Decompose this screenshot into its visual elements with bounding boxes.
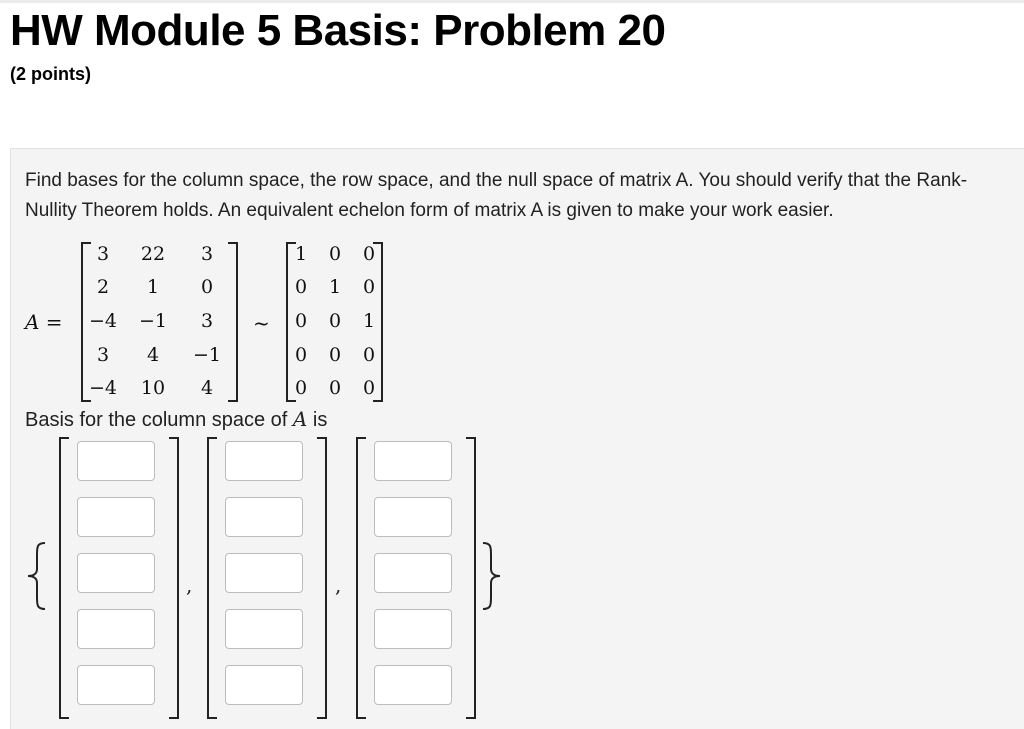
matrix-a-cell: 0 <box>200 276 214 298</box>
vector-3-entry-1-input[interactable] <box>374 441 452 481</box>
vector-2-entry-5-input[interactable] <box>225 665 303 705</box>
separator-1: , <box>186 573 193 597</box>
echelon-cell: 1 <box>362 310 376 332</box>
echelon-cell: 0 <box>328 344 342 366</box>
vector-3-entry-4-input[interactable] <box>374 609 452 649</box>
echelon-cell: 0 <box>328 377 342 399</box>
set-open-brace <box>25 541 49 611</box>
vector-3-left-bracket <box>356 437 366 719</box>
echelon-cell: 1 <box>328 276 342 298</box>
vector-1-entry-1-input[interactable] <box>77 441 155 481</box>
vector-2-right-bracket <box>317 437 327 719</box>
matrix-a-cell: 22 <box>140 243 166 265</box>
vector-3-right-bracket <box>466 437 476 719</box>
matrix-a-cell: 3 <box>200 310 214 332</box>
basis-label-var: A <box>292 407 308 431</box>
matrix-a-cell: −4 <box>88 310 117 332</box>
vector-1-entry-5-input[interactable] <box>77 665 155 705</box>
vector-2-left-bracket <box>207 437 217 719</box>
matrix-a-cell: −1 <box>138 310 167 332</box>
matrix-a-cell: 10 <box>140 377 166 399</box>
matrix-a-cell: 4 <box>146 344 160 366</box>
matrix-a-cell: 4 <box>200 377 214 399</box>
echelon-cell: 0 <box>328 310 342 332</box>
echelon-cell: 0 <box>294 344 308 366</box>
points-label: (2 points) <box>10 64 91 84</box>
problem-panel <box>10 148 1024 729</box>
vector-1-entry-4-input[interactable] <box>77 609 155 649</box>
vector-1-left-bracket <box>59 437 69 719</box>
vector-1-entry-2-input[interactable] <box>77 497 155 537</box>
matrix-a-cell: 3 <box>96 344 110 366</box>
problem-prompt: Find bases for the column space, the row space, and the null space of matrix A. You should verify that the Rank-Nullity Theorem holds. An equivalent echelon form of matrix A is given to make your work easier. <box>25 170 968 221</box>
echelon-cell: 0 <box>328 243 342 265</box>
echelon-cell: 1 <box>294 243 308 265</box>
vector-3-entry-5-input[interactable] <box>374 665 452 705</box>
top-divider <box>0 0 1024 3</box>
vector-1-entry-3-input[interactable] <box>77 553 155 593</box>
basis-column-space-label <box>25 407 327 432</box>
echelon-cell: 0 <box>362 276 376 298</box>
vector-2-entry-1-input[interactable] <box>225 441 303 481</box>
separator-2: , <box>335 573 342 597</box>
equivalence-symbol: ~ <box>253 311 270 335</box>
matrix-a-right-bracket <box>228 242 238 402</box>
matrix-a-cell: −1 <box>192 344 221 366</box>
echelon-cell: 0 <box>362 243 376 265</box>
matrix-a-cell: 1 <box>146 276 160 298</box>
page-title: HW Module 5 Basis: Problem 20 <box>10 6 666 55</box>
echelon-cell: 0 <box>362 344 376 366</box>
matrix-a-cell: 3 <box>200 243 214 265</box>
basis-label-suffix: is <box>307 409 328 431</box>
vector-3-entry-3-input[interactable] <box>374 553 452 593</box>
matrix-a-label: A = <box>25 310 63 334</box>
vector-2-entry-2-input[interactable] <box>225 497 303 537</box>
basis-label-text: Basis for the column space of <box>25 409 293 431</box>
vector-3-entry-2-input[interactable] <box>374 497 452 537</box>
vector-2-entry-4-input[interactable] <box>225 609 303 649</box>
echelon-cell: 0 <box>294 310 308 332</box>
vector-2-entry-3-input[interactable] <box>225 553 303 593</box>
echelon-cell: 0 <box>294 377 308 399</box>
vector-1-right-bracket <box>169 437 179 719</box>
echelon-cell: 0 <box>362 377 376 399</box>
matrix-a-cell: −4 <box>88 377 117 399</box>
echelon-cell: 0 <box>294 276 308 298</box>
matrix-a-cell: 2 <box>96 276 110 298</box>
matrix-a-cell: 3 <box>96 243 110 265</box>
set-close-brace <box>479 541 503 611</box>
